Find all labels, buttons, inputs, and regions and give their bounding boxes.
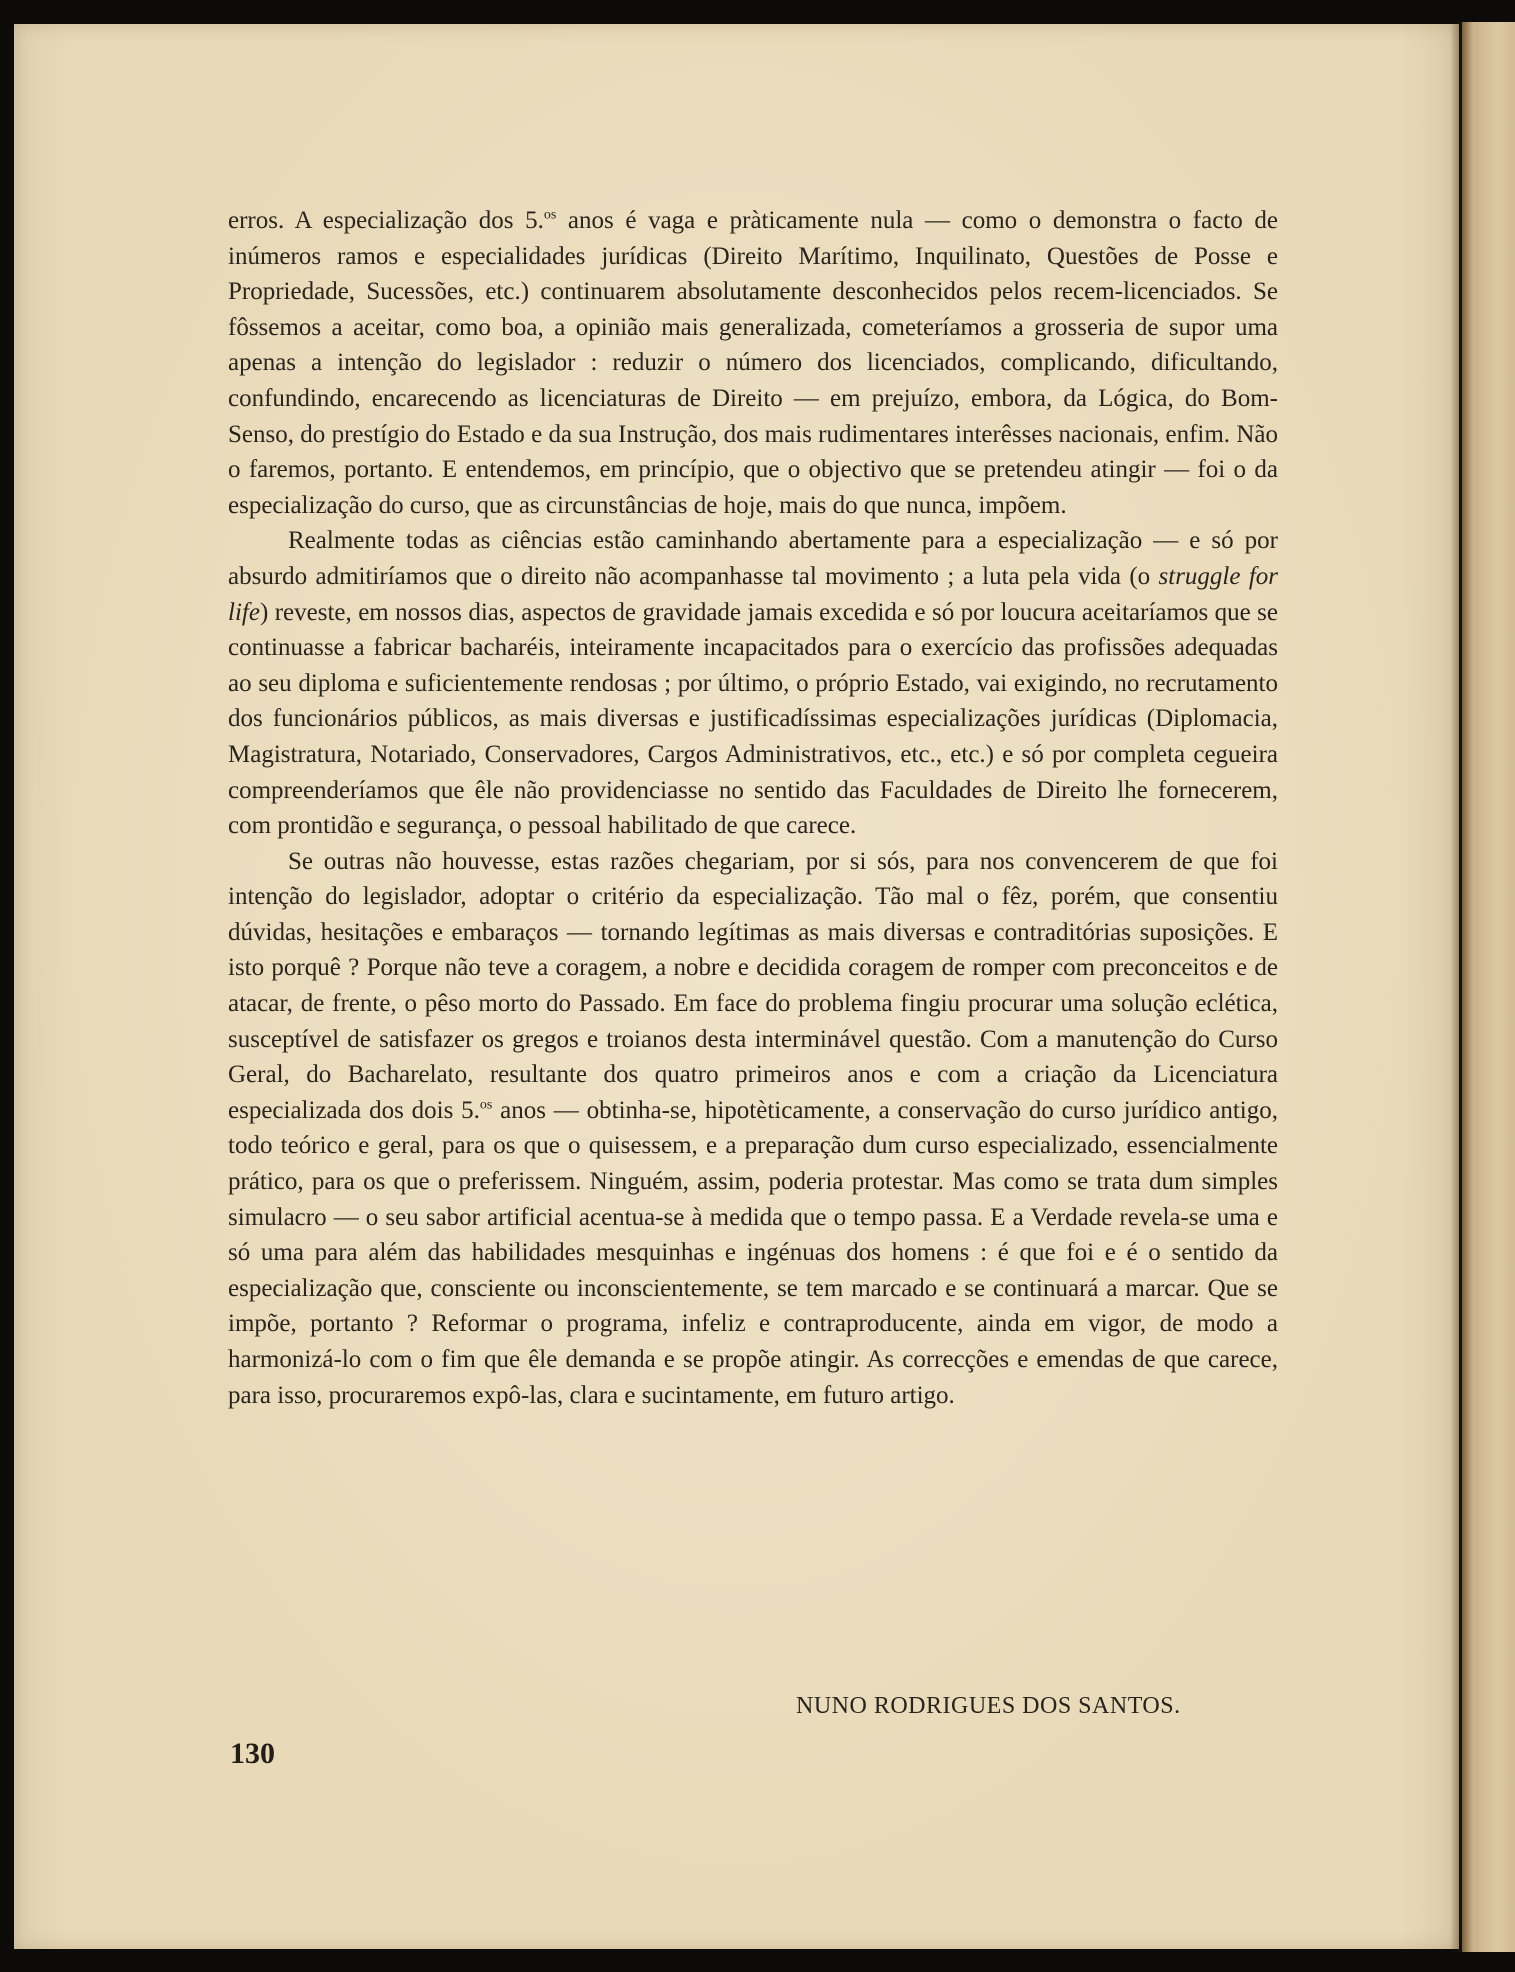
paragraph-2 (228, 523, 1278, 843)
paragraph-2-text-a: Realmente todas as ciências estão caminhando abertamente para a especialização — e só por absurdo admitiríamos que o direito não acompanhasse tal movimento ; a luta pela vida (o (228, 527, 1278, 590)
ordinal-superscript: os (479, 1097, 493, 1113)
paragraph-1-text-b: anos é vaga e pràticamente nula — como o demonstra o facto de inúmeros ramos e especialidades jurídicas (Direito Marítimo, Inquilinato, Questões de Posse e Propriedade, Sucessões, etc.) continuarem absolutamente desconhecidos pelos recem-licenciados. Se fôssemos a aceitar, como boa, a opinião mais generalizada, cometeríamos a grosseria de supor uma apenas a intenção do legislador : reduzir o número dos licenciados, complicando, dificultando, confundindo, encarecendo as licenciaturas de Direito — em prejuízo, embora, da Lógica, do Bom-Senso, do prestígio do Estado e da sua Instrução, dos mais rudimentares interêsses nacionais, enfim. Não o faremos, portanto. E entendemos, em princípio, que o objectivo que se pretendeu atingir — foi o da especialização do curso, que as circunstâncias de hoje, mais do que nunca, impõem. (228, 207, 1278, 519)
paragraph-2-text-b: ) reveste, em nossos dias, aspectos de gravidade jamais excedida e só por loucura aceitaríamos que se continuasse a fabricar bacharéis, inteiramente incapacitados para o exercício das profissões adequadas ao seu diploma e suficientemente rendosas ; por último, o próprio Estado, vai exigindo, no recrutamento dos funcionários públicos, as mais diversas e justificadíssimas especializações jurídicas (Diplomacia, Magistratura, Notariado, Conservadores, Cargos Administrativos, etc., etc.) e só por completa cegueira compreenderíamos que êle não providenciasse no sentido das Faculdades de Direito lhe fornecerem, com prontidão e segurança, o pessoal habilitado de que carece. (228, 598, 1278, 840)
paragraph-3 (228, 844, 1278, 1414)
paragraph-3-text-a: Se outras não houvesse, estas razões chegariam, por si sós, para nos convencerem de que foi intenção do legislador, adoptar o critério da especialização. Tão mal o fêz, porém, que consentiu dúvidas, hesitações e embaraços — tornando legítimas as mais diversas e contraditórias suposições. E isto porquê ? Porque não teve a coragem, a nobre e decidida coragem de romper com preconceitos e de atacar, de frente, o pêso morto do Passado. Em face do problema fingiu procurar uma solução eclética, susceptível de satisfazer os gregos e troianos desta interminável questão. Com a manutenção do Curso Geral, do Bacharelato, resultante dos quatro primeiros anos e com a criação da Licenciatura especializada dos dois 5. (228, 847, 1278, 1124)
paragraph-3-text-b: anos — obtinha-se, hipotèticamente, a conservação do curso jurídico antigo, todo teórico e geral, para os que o quisessem, e a preparação dum curso especializado, essencialmente prático, para os que o preferissem. Ninguém, assim, poderia protestar. Mas como se trata dum simples simulacro — o seu sabor artificial acentua-se à medida que o tempo passa. E a Verdade revela-se uma e só uma para além das habilidades mesquinhas e ingénuas dos homens : é que foi e é o sentido da especialização que, consciente ou inconscientemente, se tem marcado e se continuará a marcar. Que se impõe, portanto ? Reformar o programa, infeliz e contraproducente, ainda em vigor, de modo a harmonizá-lo com o fim que êle demanda e se propõe atingir. As correcções e emendas de que carece, para isso, procuraremos expô-las, clara e sucintamente, em futuro artigo. (228, 1096, 1278, 1409)
page-number: 130 (230, 1737, 275, 1770)
paragraph-1-text-a: erros. A especialização dos 5. (228, 207, 544, 234)
article-body (228, 203, 1278, 1413)
paragraph-1 (228, 203, 1278, 523)
author-signature: NUNO RODRIGUES DOS SANTOS. (796, 1693, 1181, 1719)
adjacent-page-edge (1462, 22, 1515, 1952)
ordinal-superscript: os (543, 207, 557, 223)
italic-phrase: struggle for life (228, 562, 1278, 626)
